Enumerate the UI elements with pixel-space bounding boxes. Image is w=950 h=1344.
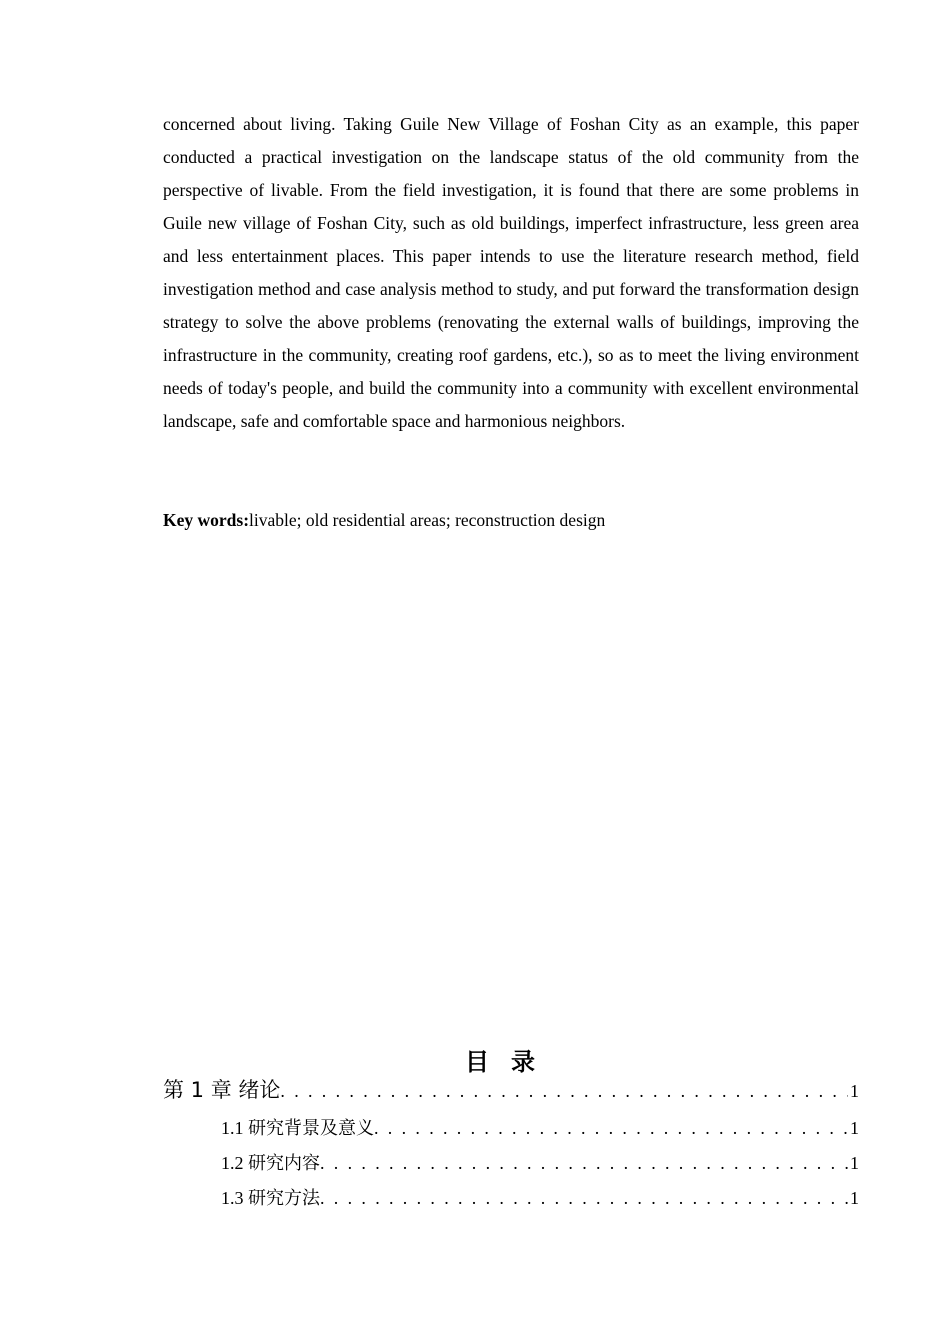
keywords-label: Key words: [163,510,250,530]
toc-entry-label: 第 1 章 绪论 [163,1078,281,1102]
toc-entry-section-1-1[interactable] [221,1113,859,1143]
toc-entry-section-1-2[interactable] [221,1148,859,1178]
toc-leader-dots [280,1075,848,1107]
toc-entry-section-1-3[interactable] [221,1183,859,1213]
keywords-line [163,504,859,537]
toc-entry-label: 1.3 研究方法 [221,1188,320,1208]
toc-leader-dots [320,1148,848,1178]
toc-entry-label: 1.1 研究背景及意义 [221,1118,374,1138]
abstract-paragraph: concerned about living. Taking Guile New Village of Foshan City as an example, this paper conducted a practical investigation on the landscape status of the old community from the perspective of livable. From the field investigation, it is found that there are some problems in Guile new village of Foshan City, such as old buildings, imperfect infrastructure, less green area and less entertainment places. This paper intends to use the literature research method, field investigation method and case analysis method to study, and put forward the transformation design strategy to solve the above problems (renovating the external walls of buildings, improving the infrastructure in the community, creating roof gardens, etc.), so as to meet the living environment needs of today's people, and build the community into a community with excellent environmental landscape, safe and comfortable space and harmonious neighbors. [163,114,859,431]
toc-entry-chapter-1[interactable] [163,1074,859,1107]
toc-entry-label: 1.2 研究内容 [221,1153,320,1173]
toc-leader-dots [374,1113,848,1143]
toc-entry-page: 1 [850,1153,859,1173]
toc-title: 目录 [465,1048,557,1076]
toc-leader-dots [320,1183,848,1213]
toc-entry-page: 1 [850,1118,859,1138]
toc-entry-page: 1 [850,1081,859,1101]
keywords-value: livable; old residential areas; reconstruction design [249,510,606,530]
toc-entry-page: 1 [850,1188,859,1208]
